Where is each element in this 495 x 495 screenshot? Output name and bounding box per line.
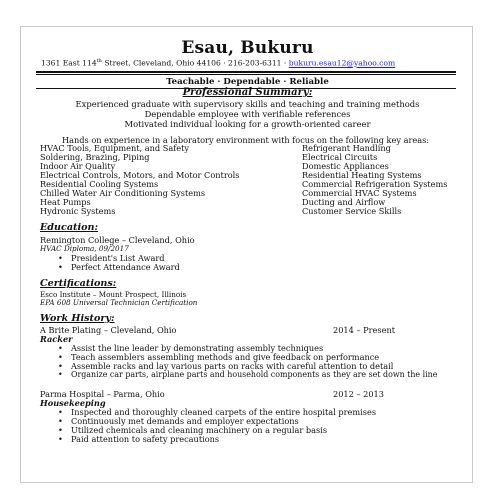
- address-ordinal: th: [96, 58, 102, 64]
- award-item: • President's List Award: [71, 253, 165, 263]
- job-bullet: • Assist the line leader by demonstrating assembly techniques: [71, 343, 323, 353]
- summary-line: Experienced graduate with supervisory skills and teaching and training methods: [75, 99, 420, 109]
- address-start: 1361 East 114: [41, 58, 97, 68]
- skill-right: Domestic Appliances: [302, 161, 389, 171]
- summary-line: Dependable employee with verifiable references: [144, 109, 351, 119]
- job-bullet: • Assemble racks and lay various parts on racks with careful attention to detail: [71, 361, 393, 371]
- job-bullet: • Continuously met demands and employer expectations: [71, 416, 299, 426]
- header-rule-thin: [36, 74, 456, 75]
- job-role: Housekeeping: [40, 398, 106, 408]
- skill-left: Chilled Water Air Conditioning Systems: [40, 188, 206, 198]
- skill-right: Commercial Refrigeration Systems: [302, 179, 448, 189]
- job-bullet: • Inspected and thoroughly cleaned carpets of the entire hospital premises: [71, 407, 376, 417]
- award-item: • Perfect Attendance Award: [71, 262, 180, 272]
- job-bullet: • Teach assemblers assembling methods and give feedback on performance: [71, 352, 379, 362]
- cert-name: EPA 608 Universal Technician Certification: [40, 298, 198, 307]
- summary-heading: Professional Summary:: [182, 87, 313, 98]
- certifications-heading: Certifications:: [40, 278, 117, 289]
- email-link[interactable]: bukuru.esau12@yahoo.com: [288, 58, 396, 68]
- candidate-name: Esau, Bukuru: [181, 38, 314, 58]
- job-employer: A Brite Plating – Cleveland, Ohio: [40, 325, 177, 335]
- skill-right: Electrical Circuits: [302, 152, 378, 162]
- skills-intro: Hands on experience in a laboratory environment with focus on the following key areas:: [62, 135, 430, 145]
- traits-line: Teachable · Dependable · Reliable: [166, 77, 329, 87]
- skill-left: Heat Pumps: [40, 197, 91, 207]
- summary-line: Motivated individual looking for a growth-oriented career: [124, 119, 371, 129]
- skill-right: Residential Heating Systems: [302, 170, 422, 180]
- skill-right: Commercial HVAC Systems: [302, 188, 417, 198]
- job-dates: 2012 – 2013: [333, 389, 384, 399]
- cert-institute: Esco Institute – Mount Prospect, Illinois: [40, 290, 187, 299]
- contact-line: [41, 58, 395, 68]
- skill-right: Ducting and Airflow: [302, 197, 386, 207]
- job-role: Racker: [40, 334, 73, 344]
- skill-left: Indoor Air Quality: [40, 161, 116, 171]
- address-rest: Street, Cleveland, Ohio 44106 · 216-203-6311 ·: [101, 58, 289, 68]
- skill-left: Soldering, Brazing, Piping: [40, 152, 150, 162]
- education-heading: Education:: [40, 222, 99, 233]
- job-bullet: • Paid attention to safety precautions: [71, 434, 219, 444]
- skill-left: Residential Cooling Systems: [40, 179, 159, 189]
- education-school: Remington College – Cleveland, Ohio: [40, 235, 195, 245]
- job-dates: 2014 – Present: [333, 325, 396, 335]
- skill-right: Refrigerant Handling: [302, 143, 391, 153]
- job-employer: Parma Hospital – Parma, Ohio: [40, 389, 165, 399]
- education-diploma: HVAC Diploma, 09/2017: [40, 244, 129, 253]
- skill-left: HVAC Tools, Equipment, and Safety: [40, 143, 189, 153]
- job-bullet: • Utilized chemicals and cleaning machinery on a regular basis: [71, 425, 327, 435]
- skill-right: Customer Service Skills: [302, 206, 402, 216]
- header-rule-thick: [36, 71, 456, 73]
- skill-left: Hydronic Systems: [40, 206, 116, 216]
- work-heading: Work History:: [40, 313, 115, 324]
- job-bullet: • Organize car parts, airplane parts and household components as they are set down the line: [71, 370, 437, 380]
- skill-left: Electrical Controls, Motors, and Motor Controls: [40, 170, 240, 180]
